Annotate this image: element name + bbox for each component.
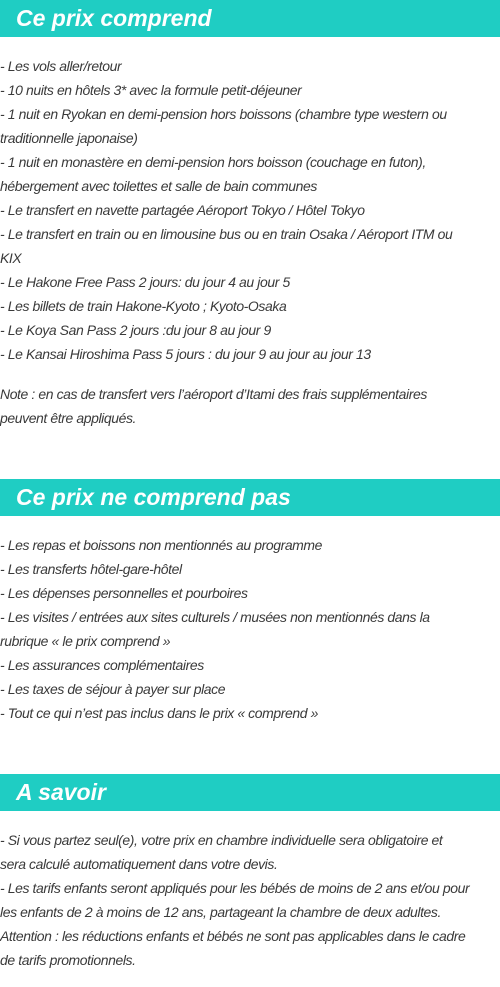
list-item: KIX [0,250,22,266]
list-item: les enfants de 2 à moins de 12 ans, partageant la chambre de deux adultes. [0,904,441,920]
list-item: Attention : les réductions enfants et bébés ne sont pas applicables dans le cadre [0,928,466,944]
list-item: sera calculé automatiquement dans votre devis. [0,856,278,872]
section-header-includes: Ce prix comprend [0,0,500,37]
list-item: - Le Koya San Pass 2 jours :du jour 8 au jour 9 [0,322,271,338]
list-item: - Les visites / entrées aux sites culturels / musées non mentionnés dans la [0,609,430,625]
list-item: - Le Hakone Free Pass 2 jours: du jour 4 au jour 5 [0,274,290,290]
list-item: - Le transfert en navette partagée Aéroport Tokyo / Hôtel Tokyo [0,202,365,218]
list-item: - Le transfert en train ou en limousine bus ou en train Osaka / Aéroport ITM ou [0,226,453,242]
list-item: - Les taxes de séjour à payer sur place [0,681,226,697]
list-item: - Les repas et boissons non mentionnés au programme [0,537,323,553]
list-item: - Les tarifs enfants seront appliqués pour les bébés de moins de 2 ans et/ou pour [0,880,470,896]
list-item: - Les assurances complémentaires [0,657,204,673]
list-item: - Les dépenses personnelles et pourboires [0,585,248,601]
note-line: Note : en cas de transfert vers l’aéroport d’Itami des frais supplémentaires [0,386,427,402]
list-item: traditionnelle japonaise) [0,130,138,146]
list-item: - 10 nuits en hôtels 3* avec la formule petit-déjeuner [0,82,302,98]
list-item: - 1 nuit en Ryokan en demi-pension hors boissons (chambre type western ou [0,106,447,122]
list-item: - Tout ce qui n’est pas inclus dans le prix « comprend » [0,705,318,721]
list-item: - Les billets de train Hakone-Kyoto ; Kyoto-Osaka [0,298,287,314]
list-item: - Les vols aller/retour [0,58,122,74]
list-item: - 1 nuit en monastère en demi-pension hors boisson (couchage en futon), [0,154,426,170]
section-header-excludes: Ce prix ne comprend pas [0,479,500,516]
note-line: peuvent être appliqués. [0,410,137,426]
list-item: - Le Kansai Hiroshima Pass 5 jours : du jour 9 au jour au jour 13 [0,346,371,362]
list-item: - Les transferts hôtel-gare-hôtel [0,561,182,577]
list-item: de tarifs promotionnels. [0,952,136,968]
section-header-good-to-know: A savoir [0,774,500,811]
list-item: - Si vous partez seul(e), votre prix en chambre individuelle sera obligatoire et [0,832,443,848]
list-item: hébergement avec toilettes et salle de bain communes [0,178,317,194]
list-item: rubrique « le prix comprend » [0,633,171,649]
